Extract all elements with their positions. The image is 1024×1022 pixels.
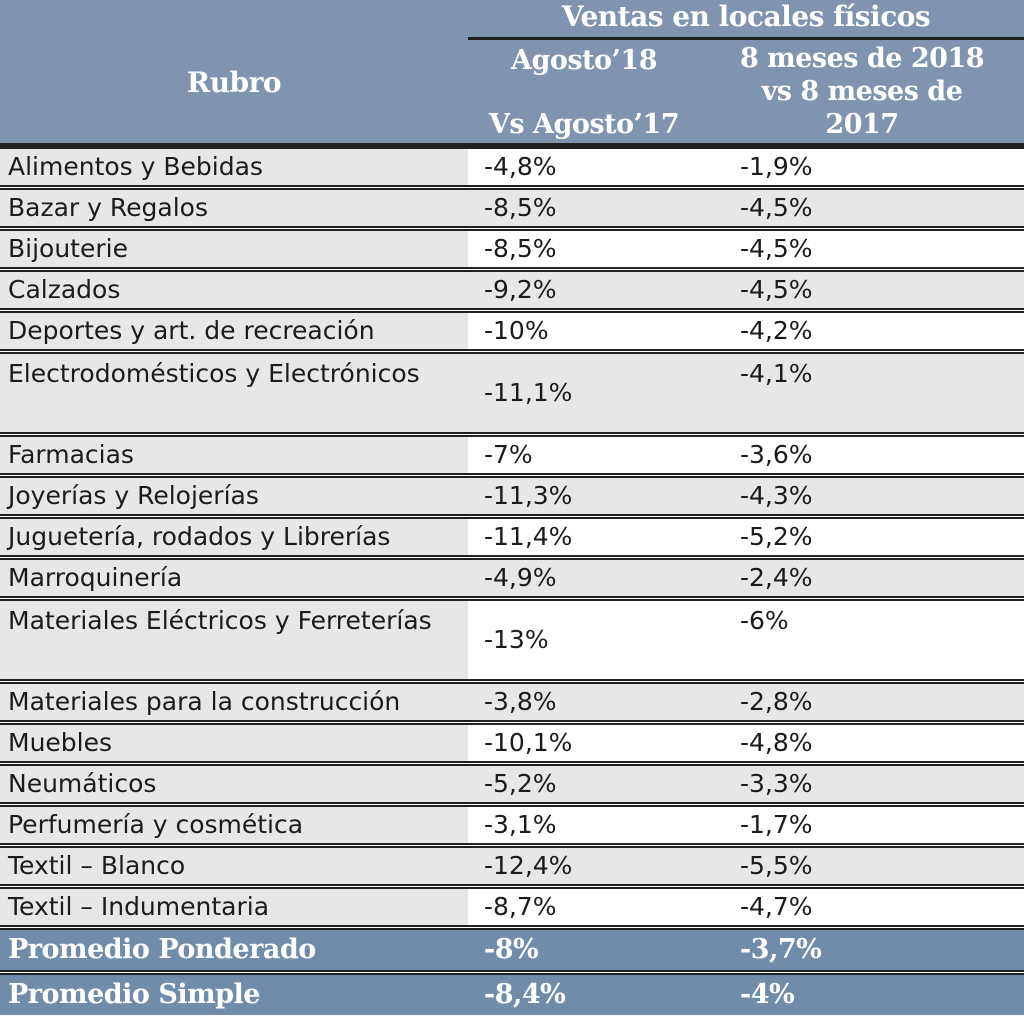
table-row (0, 805, 1024, 845)
table-row (0, 188, 1024, 228)
8meses-value-cell: -5,5% (700, 848, 1024, 884)
8meses-value-cell: -1,9% (700, 149, 1024, 185)
summary-label-cell: Promedio Simple (8, 979, 260, 1010)
agosto-value-cell: -8,5% (468, 190, 700, 226)
rubro-cell: Materiales para la construcción (0, 684, 468, 720)
agosto-value-cell: -9,2% (468, 272, 700, 308)
agosto-value-cell: -11,3% (468, 478, 700, 514)
rubro-cell: Textil – Blanco (0, 848, 468, 884)
header-subcolumns (468, 40, 1024, 143)
agosto-value-cell: -3,1% (468, 807, 700, 843)
agosto-value-cell: -11,4% (468, 519, 700, 555)
summary-row-promedio-simple (0, 973, 1024, 1015)
8meses-value-cell: -5,2% (700, 519, 1024, 555)
agosto-value-cell: -8% (484, 934, 539, 965)
8meses-value-cell: -4,7% (700, 889, 1024, 925)
8meses-value-cell: -4% (740, 979, 795, 1010)
rubro-cell: Muebles (0, 725, 468, 761)
vs-agosto17-label: Vs Agosto’17 (488, 109, 680, 140)
table-row (0, 147, 1024, 187)
8meses-value-cell: -3,7% (740, 934, 822, 965)
rubro-cell: Juguetería, rodados y Librerías (0, 519, 468, 555)
column-header-rubro (0, 0, 468, 143)
8meses-value-cell: -4,5% (700, 231, 1024, 267)
rubro-cell: Materiales Eléctricos y Ferreterías (0, 601, 468, 679)
table-row (0, 723, 1024, 763)
agosto-value-cell: -12,4% (468, 848, 700, 884)
8meses-value-cell: -2,4% (700, 560, 1024, 596)
agosto-value-cell: -11,1% (468, 354, 700, 432)
agosto-value-cell: -8,4% (484, 979, 566, 1010)
8meses-value-cell: -3,6% (700, 437, 1024, 473)
agosto-value-cell: -3,8% (468, 684, 700, 720)
table-row (0, 517, 1024, 557)
table-row (0, 229, 1024, 269)
table-row (0, 558, 1024, 598)
table-row (0, 599, 1024, 681)
rubro-cell: Neumáticos (0, 766, 468, 802)
agosto-value-cell: -10% (468, 313, 700, 349)
summary-label-cell: Promedio Ponderado (8, 934, 316, 965)
table-row (0, 682, 1024, 722)
8meses-value-cell: -4,8% (700, 725, 1024, 761)
8meses-value-cell: -4,1% (700, 354, 1024, 432)
table-row (0, 764, 1024, 804)
table-row (0, 270, 1024, 310)
8meses-value-cell: -4,3% (700, 478, 1024, 514)
agosto-value-cell: -4,9% (468, 560, 700, 596)
group-header-title: Ventas en locales físicos (468, 0, 1024, 40)
summary-row-promedio-ponderado (0, 928, 1024, 972)
rubro-cell: Marroquinería (0, 560, 468, 596)
8meses-value-cell: -1,7% (700, 807, 1024, 843)
rubro-header-label: Rubro (186, 66, 282, 99)
column-header-8meses (700, 40, 1024, 143)
table-row (0, 311, 1024, 351)
header-right-block (468, 0, 1024, 143)
rubro-cell: Alimentos y Bebidas (0, 149, 468, 185)
rubro-cell: Perfumería y cosmética (0, 807, 468, 843)
8meses-value-cell: -4,5% (700, 190, 1024, 226)
agosto-value-cell: -13% (468, 601, 700, 679)
agosto-value-cell: -4,8% (468, 149, 700, 185)
table-row (0, 352, 1024, 434)
rubro-cell: Electrodomésticos y Electrónicos (0, 354, 468, 432)
table-row (0, 476, 1024, 516)
8meses-value-cell: -3,3% (700, 766, 1024, 802)
rubro-cell: Joyerías y Relojerías (0, 478, 468, 514)
rubro-cell: Calzados (0, 272, 468, 308)
rubro-cell: Bijouterie (0, 231, 468, 267)
agosto-value-cell: -10,1% (468, 725, 700, 761)
8meses-value-cell: -6% (700, 601, 1024, 679)
rubro-cell: Bazar y Regalos (0, 190, 468, 226)
agosto-value-cell: -8,5% (468, 231, 700, 267)
8meses-value-cell: -4,2% (700, 313, 1024, 349)
agosto18-label: Agosto’18 (511, 45, 657, 76)
rubro-cell: Deportes y art. de recreación (0, 313, 468, 349)
table-row (0, 887, 1024, 927)
table-row (0, 846, 1024, 886)
rubro-cell: Textil – Indumentaria (0, 889, 468, 925)
agosto-value-cell: -5,2% (468, 766, 700, 802)
8meses-value-cell: -4,5% (700, 272, 1024, 308)
agosto-value-cell: -7% (468, 437, 700, 473)
table-summary (0, 928, 1024, 1015)
agosto-value-cell: -8,7% (468, 889, 700, 925)
8meses-header-label: 8 meses de 2018 vs 8 meses de 2017 (739, 43, 985, 140)
column-header-agosto (468, 40, 700, 143)
table-body (0, 147, 1024, 927)
table-header (0, 0, 1024, 147)
8meses-value-cell: -2,8% (700, 684, 1024, 720)
rubro-cell: Farmacias (0, 437, 468, 473)
table-row (0, 435, 1024, 475)
